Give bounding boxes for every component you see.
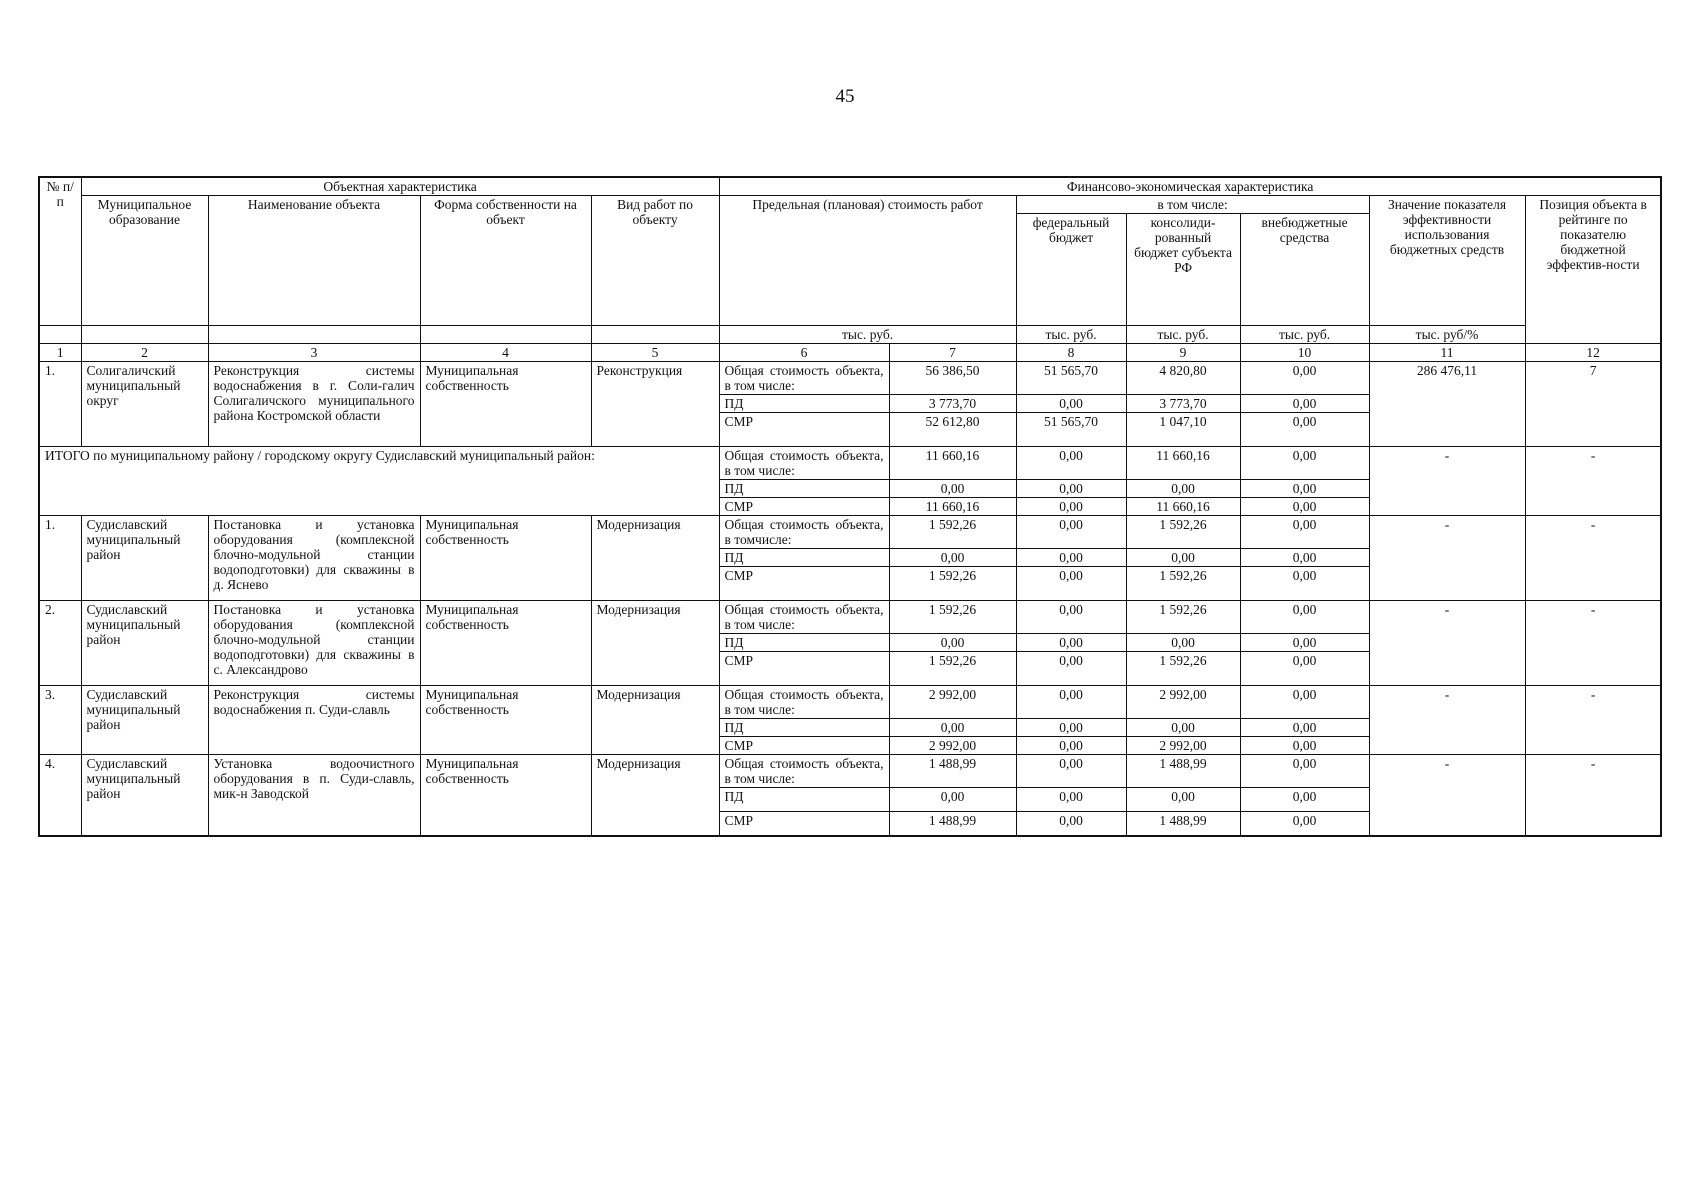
- row-total-extrabudget: 0,00: [1240, 686, 1369, 719]
- row-ownership: Муниципальная собственность: [420, 516, 591, 601]
- total-efficiency: -: [1369, 447, 1525, 516]
- row-pd-cost: 3 773,70: [889, 395, 1016, 413]
- row-smr-cost: 1 592,26: [889, 567, 1016, 601]
- row-position: -: [1525, 686, 1661, 755]
- col-number: 10: [1240, 344, 1369, 362]
- row-smr-extrabudget: 0,00: [1240, 652, 1369, 686]
- row-pd-extrabudget: 0,00: [1240, 788, 1369, 812]
- total-total-consolidated: 11 660,16: [1126, 447, 1240, 480]
- row-total-consolidated: 2 992,00: [1126, 686, 1240, 719]
- header-consolidated: консолиди-рованный бюджет субъекта РФ: [1126, 214, 1240, 326]
- row-smr-label: СМР: [719, 567, 889, 601]
- header-position: Позиция объекта в рейтинге по показателю бюджетной эффектив-ности: [1525, 196, 1661, 344]
- row-ownership: Муниципальная собственность: [420, 755, 591, 836]
- units-empty: [39, 326, 81, 344]
- row-position: -: [1525, 516, 1661, 601]
- row-num: 4.: [39, 755, 81, 836]
- total-pd-label: ПД: [719, 480, 889, 498]
- total-position: -: [1525, 447, 1661, 516]
- table-row: [39, 686, 1661, 719]
- row-ownership: Муниципальная собственность: [420, 362, 591, 447]
- row-object-name: Установка водоочистного оборудования в п. Суди-славль, мик-н Заводской: [208, 755, 420, 836]
- row-smr-consolidated: 2 992,00: [1126, 737, 1240, 755]
- row-work-type: Модернизация: [591, 686, 719, 755]
- row-pd-label: ПД: [719, 719, 889, 737]
- row-pd-label: ПД: [719, 788, 889, 812]
- row-position: -: [1525, 755, 1661, 836]
- col-number: 2: [81, 344, 208, 362]
- row-pd-consolidated: 0,00: [1126, 719, 1240, 737]
- row-smr-extrabudget: 0,00: [1240, 812, 1369, 836]
- row-pd-federal: 0,00: [1016, 634, 1126, 652]
- col-number: 6: [719, 344, 889, 362]
- row-smr-extrabudget: 0,00: [1240, 413, 1369, 447]
- row-pd-federal: 0,00: [1016, 395, 1126, 413]
- row-total-federal: 0,00: [1016, 755, 1126, 788]
- row-pd-cost: 0,00: [889, 719, 1016, 737]
- header-object-characteristic: Объектная характеристика: [81, 177, 719, 196]
- row-smr-extrabudget: 0,00: [1240, 567, 1369, 601]
- row-smr-federal: 0,00: [1016, 812, 1126, 836]
- header-ownership: Форма собственности на объект: [420, 196, 591, 326]
- total-smr-extrabudget: 0,00: [1240, 498, 1369, 516]
- row-smr-federal: 0,00: [1016, 567, 1126, 601]
- row-ownership: Муниципальная собственность: [420, 601, 591, 686]
- row-pd-consolidated: 0,00: [1126, 788, 1240, 812]
- row-pd-consolidated: 0,00: [1126, 634, 1240, 652]
- row-municipality: Судиславский муниципальный район: [81, 755, 208, 836]
- row-pd-extrabudget: 0,00: [1240, 634, 1369, 652]
- row-total-extrabudget: 0,00: [1240, 516, 1369, 549]
- col-number: 9: [1126, 344, 1240, 362]
- units-empty: [208, 326, 420, 344]
- table-row: [39, 755, 1661, 788]
- total-pd-cost: 0,00: [889, 480, 1016, 498]
- header-object-name: Наименование объекта: [208, 196, 420, 326]
- row-smr-cost: 2 992,00: [889, 737, 1016, 755]
- row-smr-federal: 0,00: [1016, 652, 1126, 686]
- row-total-label: Общая стоимость объекта, в том числе:: [719, 686, 889, 719]
- row-efficiency: -: [1369, 601, 1525, 686]
- row-efficiency: -: [1369, 516, 1525, 601]
- row-work-type: Модернизация: [591, 601, 719, 686]
- row-object-name: Постановка и установка оборудования (комплексной блочно-модульной станции водоподготовки) для скважины в д. Яснево: [208, 516, 420, 601]
- row-total-federal: 51 565,70: [1016, 362, 1126, 395]
- units-empty: [591, 326, 719, 344]
- row-pd-cost: 0,00: [889, 549, 1016, 567]
- investment-objects-table: [38, 176, 1662, 837]
- row-pd-cost: 0,00: [889, 788, 1016, 812]
- row-object-name: Постановка и установка оборудования (комплексной блочно-модульной станции водоподготовки) для скважины в с. Александрово: [208, 601, 420, 686]
- row-smr-label: СМР: [719, 812, 889, 836]
- row-position: -: [1525, 601, 1661, 686]
- row-efficiency: -: [1369, 686, 1525, 755]
- total-pd-extrabudget: 0,00: [1240, 480, 1369, 498]
- row-pd-federal: 0,00: [1016, 549, 1126, 567]
- header-extrabudget: внебюджетные средства: [1240, 214, 1369, 326]
- col-number: 8: [1016, 344, 1126, 362]
- row-pd-cost: 0,00: [889, 634, 1016, 652]
- row-object-name: Реконструкция системы водоснабжения п. Суди-славль: [208, 686, 420, 755]
- row-pd-label: ПД: [719, 634, 889, 652]
- header-work-type: Вид работ по объекту: [591, 196, 719, 326]
- row-total-label: Общая стоимость объекта, в томчисле:: [719, 516, 889, 549]
- col-number: 1: [39, 344, 81, 362]
- col-number: 3: [208, 344, 420, 362]
- row-smr-consolidated: 1 592,26: [1126, 567, 1240, 601]
- total-total-label: Общая стоимость объекта, в том числе:: [719, 447, 889, 480]
- row-total-label: Общая стоимость объекта, в том числе:: [719, 362, 889, 395]
- table-row: [39, 601, 1661, 634]
- row-total-cost: 2 992,00: [889, 686, 1016, 719]
- header-row-1: [39, 177, 1661, 196]
- row-num: 2.: [39, 601, 81, 686]
- row-total-cost: 1 488,99: [889, 755, 1016, 788]
- total-smr-label: СМР: [719, 498, 889, 516]
- row-pd-label: ПД: [719, 395, 889, 413]
- row-total-consolidated: 1 592,26: [1126, 516, 1240, 549]
- row-municipality: Судиславский муниципальный район: [81, 601, 208, 686]
- units-row: [39, 326, 1661, 344]
- page-number: 45: [835, 86, 855, 107]
- row-work-type: Модернизация: [591, 516, 719, 601]
- col-number: 12: [1525, 344, 1661, 362]
- row-num: 3.: [39, 686, 81, 755]
- row-smr-label: СМР: [719, 413, 889, 447]
- col-number: 5: [591, 344, 719, 362]
- unit-extrabudget: тыс. руб.: [1240, 326, 1369, 344]
- row-smr-federal: 51 565,70: [1016, 413, 1126, 447]
- row-pd-consolidated: 3 773,70: [1126, 395, 1240, 413]
- total-total-cost: 11 660,16: [889, 447, 1016, 480]
- row-smr-consolidated: 1 592,26: [1126, 652, 1240, 686]
- row-total-label: Общая стоимость объекта, в том числе:: [719, 601, 889, 634]
- row-total-cost: 1 592,26: [889, 601, 1016, 634]
- units-empty: [81, 326, 208, 344]
- row-pd-extrabudget: 0,00: [1240, 549, 1369, 567]
- row-municipality: Судиславский муниципальный район: [81, 516, 208, 601]
- table-row: [39, 516, 1661, 549]
- row-work-type: Модернизация: [591, 755, 719, 836]
- header-num: № п/п: [39, 177, 81, 326]
- column-numbers-row: [39, 344, 1661, 362]
- row-position: 7: [1525, 362, 1661, 447]
- table-row: [39, 362, 1661, 395]
- unit-cost: тыс. руб.: [719, 326, 1016, 344]
- row-total-cost: 56 386,50: [889, 362, 1016, 395]
- row-smr-extrabudget: 0,00: [1240, 737, 1369, 755]
- row-smr-consolidated: 1 047,10: [1126, 413, 1240, 447]
- header-financial-characteristic: Финансово-экономическая характеристика: [719, 177, 1661, 196]
- header-efficiency: Значение показателя эффективности использования бюджетных средств: [1369, 196, 1525, 326]
- row-smr-cost: 1 592,26: [889, 652, 1016, 686]
- row-municipality: Судиславский муниципальный район: [81, 686, 208, 755]
- header-municipality: Муниципальное образование: [81, 196, 208, 326]
- unit-federal: тыс. руб.: [1016, 326, 1126, 344]
- header-limit-cost: Предельная (плановая) стоимость работ: [719, 196, 1016, 326]
- row-object-name: Реконструкция системы водоснабжения в г. Соли-галич Солигаличского муниципального района Костромской области: [208, 362, 420, 447]
- col-number: 11: [1369, 344, 1525, 362]
- units-empty: [420, 326, 591, 344]
- row-total-extrabudget: 0,00: [1240, 601, 1369, 634]
- col-number: 4: [420, 344, 591, 362]
- row-efficiency: -: [1369, 755, 1525, 836]
- row-efficiency: 286 476,11: [1369, 362, 1525, 447]
- row-smr-cost: 1 488,99: [889, 812, 1016, 836]
- row-smr-cost: 52 612,80: [889, 413, 1016, 447]
- row-total-federal: 0,00: [1016, 601, 1126, 634]
- unit-consolidated: тыс. руб.: [1126, 326, 1240, 344]
- row-pd-extrabudget: 0,00: [1240, 395, 1369, 413]
- header-row-2: [39, 196, 1661, 214]
- col-number: 7: [889, 344, 1016, 362]
- row-pd-extrabudget: 0,00: [1240, 719, 1369, 737]
- row-total-federal: 0,00: [1016, 686, 1126, 719]
- row-total-extrabudget: 0,00: [1240, 362, 1369, 395]
- header-including: в том числе:: [1016, 196, 1369, 214]
- row-pd-consolidated: 0,00: [1126, 549, 1240, 567]
- row-total-consolidated: 1 592,26: [1126, 601, 1240, 634]
- row-smr-consolidated: 1 488,99: [1126, 812, 1240, 836]
- row-pd-federal: 0,00: [1016, 788, 1126, 812]
- row-municipality: Солигаличский муниципальный округ: [81, 362, 208, 447]
- row-pd-federal: 0,00: [1016, 719, 1126, 737]
- header-federal: федеральный бюджет: [1016, 214, 1126, 326]
- total-smr-federal: 0,00: [1016, 498, 1126, 516]
- row-work-type: Реконструкция: [591, 362, 719, 447]
- row-smr-label: СМР: [719, 652, 889, 686]
- row-total-consolidated: 1 488,99: [1126, 755, 1240, 788]
- total-row: [39, 447, 1661, 480]
- row-pd-label: ПД: [719, 549, 889, 567]
- unit-efficiency: тыс. руб/%: [1369, 326, 1525, 344]
- total-label: ИТОГО по муниципальному району / городскому округу Судиславский муниципальный район:: [39, 447, 719, 516]
- total-smr-consolidated: 11 660,16: [1126, 498, 1240, 516]
- row-num: 1.: [39, 516, 81, 601]
- row-total-extrabudget: 0,00: [1240, 755, 1369, 788]
- row-ownership: Муниципальная собственность: [420, 686, 591, 755]
- total-pd-federal: 0,00: [1016, 480, 1126, 498]
- total-pd-consolidated: 0,00: [1126, 480, 1240, 498]
- row-total-label: Общая стоимость объекта, в том числе:: [719, 755, 889, 788]
- total-total-extrabudget: 0,00: [1240, 447, 1369, 480]
- row-num: 1.: [39, 362, 81, 447]
- total-smr-cost: 11 660,16: [889, 498, 1016, 516]
- row-smr-label: СМР: [719, 737, 889, 755]
- row-smr-federal: 0,00: [1016, 737, 1126, 755]
- row-total-cost: 1 592,26: [889, 516, 1016, 549]
- row-total-consolidated: 4 820,80: [1126, 362, 1240, 395]
- row-total-federal: 0,00: [1016, 516, 1126, 549]
- total-total-federal: 0,00: [1016, 447, 1126, 480]
